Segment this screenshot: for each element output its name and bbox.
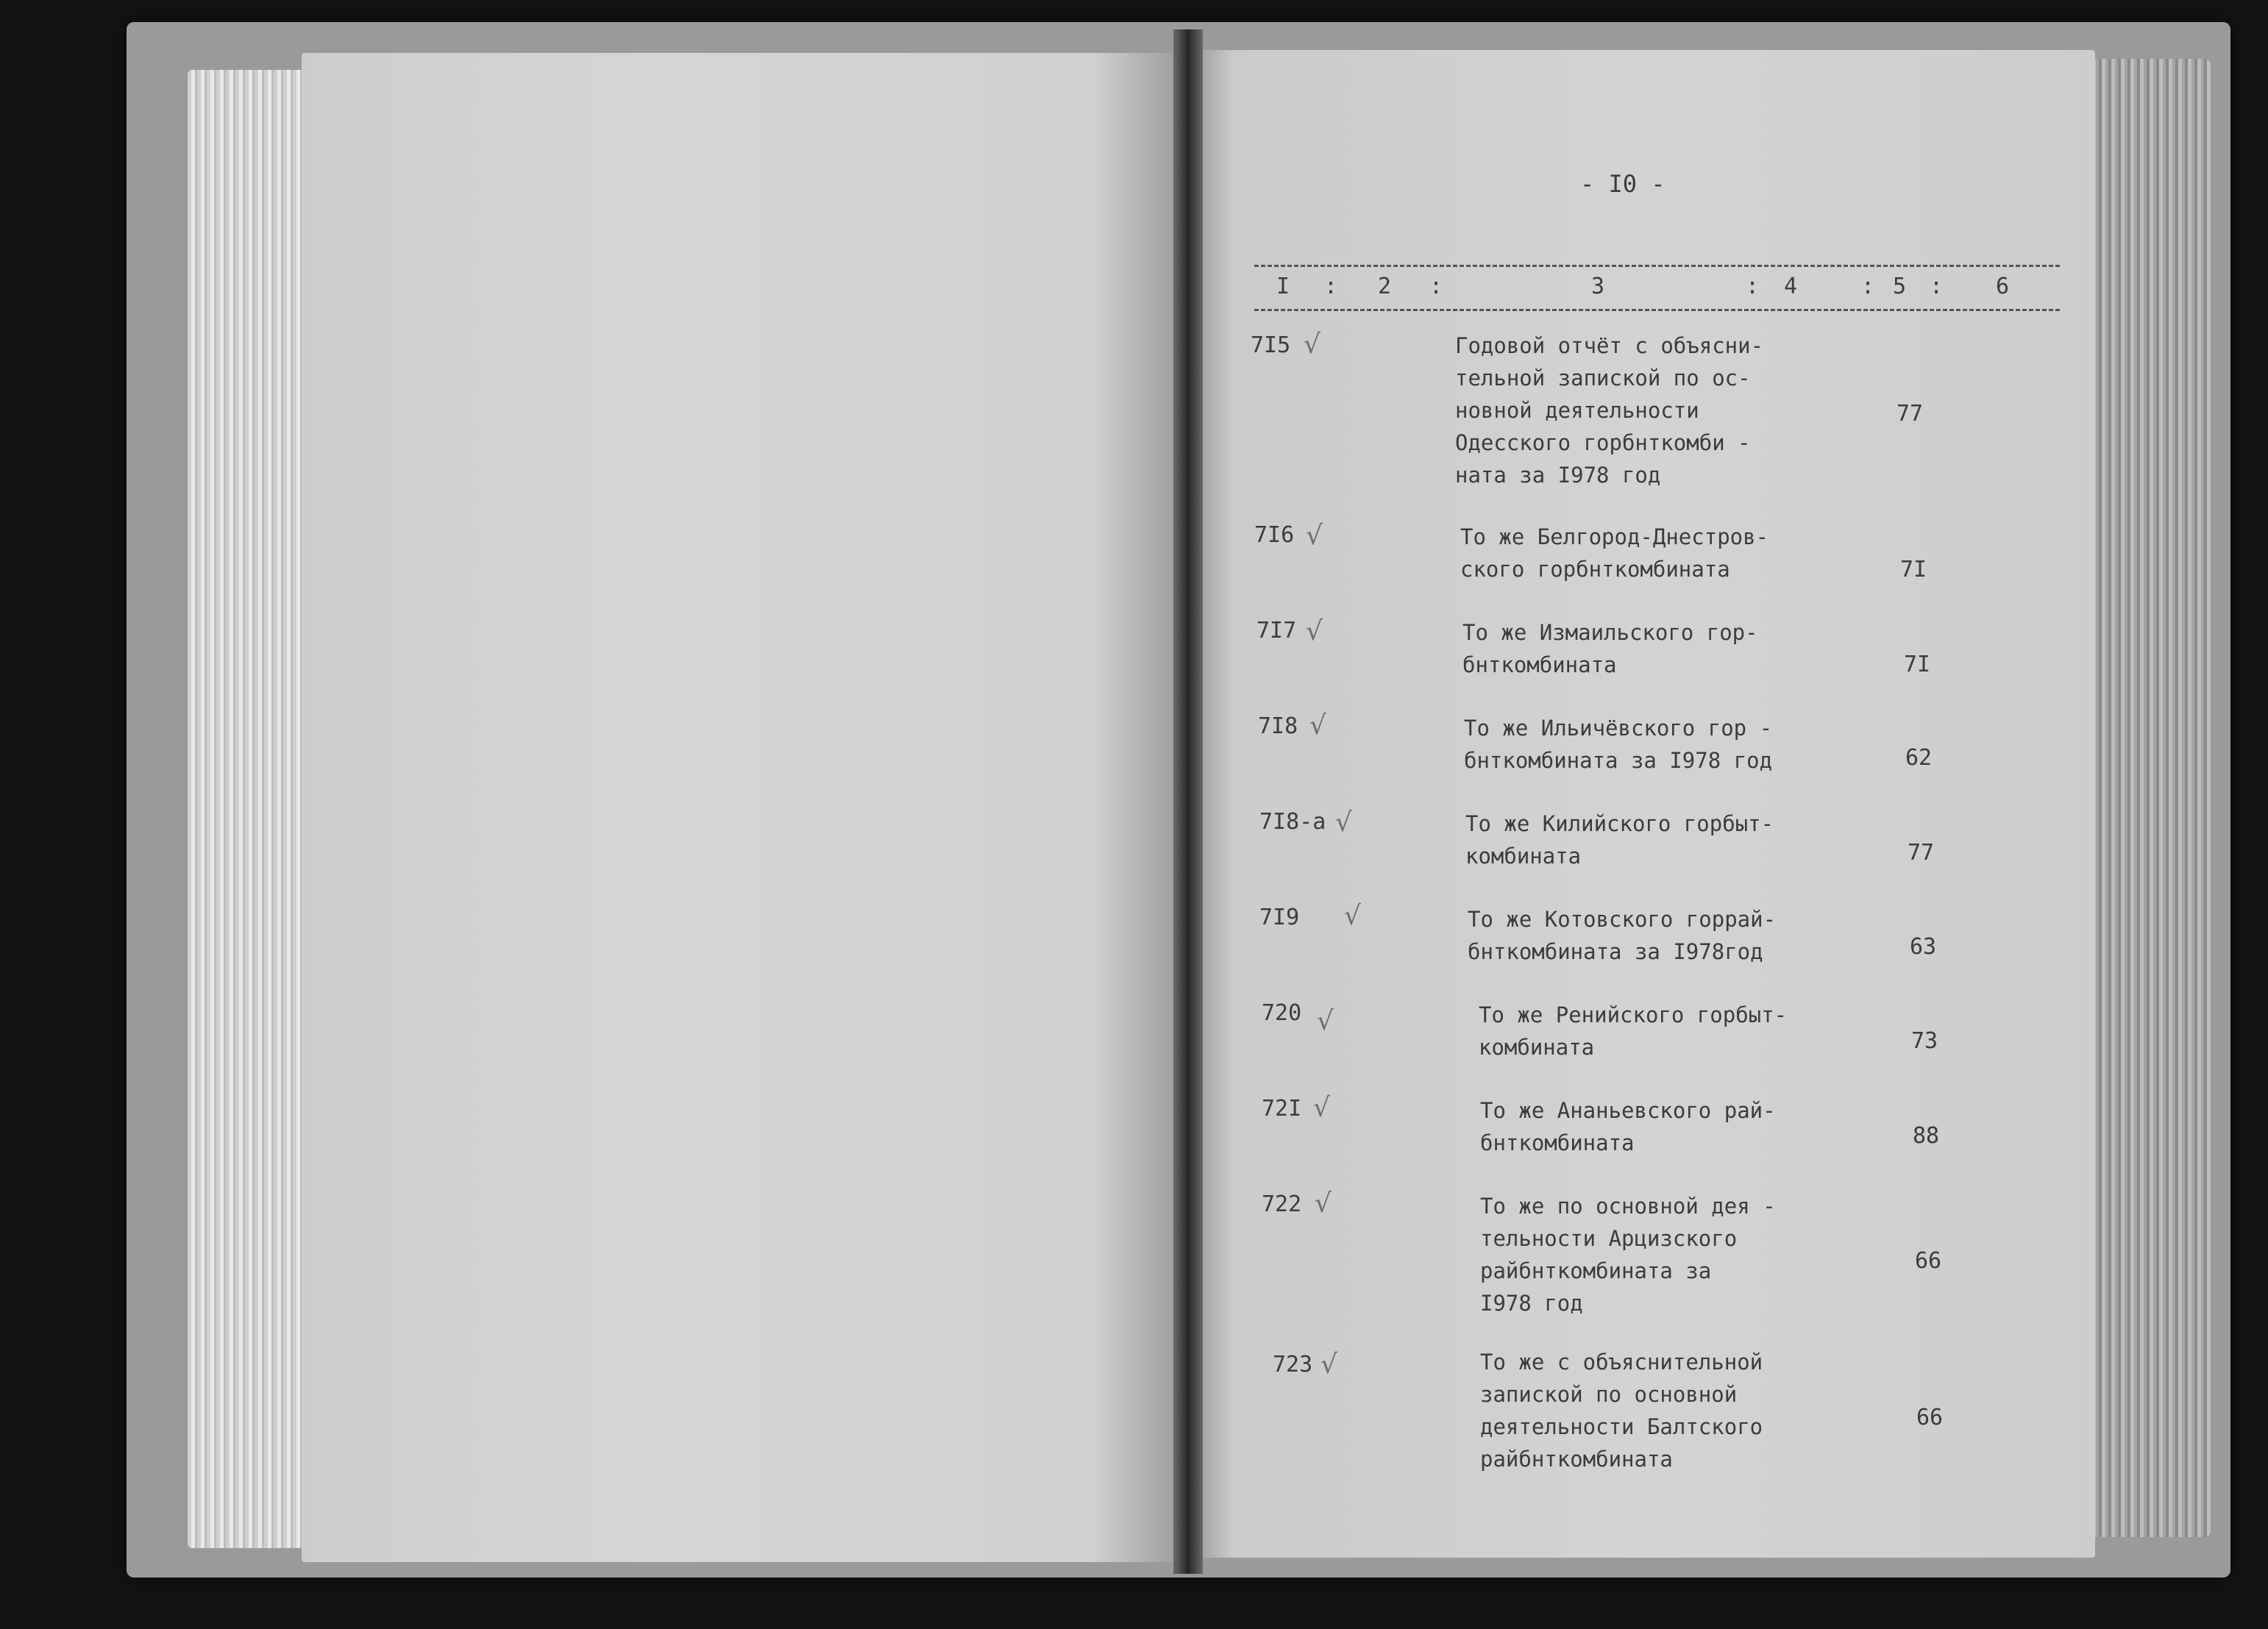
checkmark-icon: √ [1320,1350,1337,1380]
entry-number: 72I [1262,1096,1302,1122]
checkmark-icon: √ [1335,808,1352,838]
sheet-count: 7I [1904,652,1931,677]
entry-description: То же с объяснительной запиской по основной деятельности Балтского райбнткомбината [1480,1350,1763,1472]
sheet-count: 66 [1915,1248,1942,1274]
entry-number: 7I7 [1256,618,1297,644]
checkmark-icon: √ [1304,329,1320,360]
right-page-edges [2089,59,2211,1537]
column-separator: : [1429,274,1443,299]
checkmark-icon: √ [1309,710,1326,741]
column-header-5: 5 [1893,274,1907,299]
table-header-rule [1254,309,2060,311]
entry-number: 7I8 [1258,713,1298,739]
entry-number: 722 [1262,1191,1302,1217]
column-separator: : [1746,274,1760,299]
column-header-6: 6 [1996,274,2010,299]
sheet-count: 62 [1905,745,1933,771]
column-header-2: 2 [1378,274,1392,299]
column-header-1: I [1276,274,1290,299]
column-separator: : [1324,274,1338,299]
book-gutter [1173,29,1203,1574]
column-separator: : [1861,274,1875,299]
entry-description: Годовой отчёт с объясни- тельной запиской по ос- новной деятельности Одесского горбнткомби - ната за I978 год [1455,333,1764,488]
left-page-edges [188,70,305,1548]
entry-number: 7I5 [1251,332,1291,358]
checkmark-icon: √ [1315,1188,1332,1219]
entry-description: То же Килийского горбыт- комбината [1465,811,1774,869]
sheet-count: 63 [1910,934,1937,960]
table-top-rule [1254,265,2060,267]
sheet-count: 77 [1908,840,1935,866]
left-page-blank [302,53,1181,1562]
entry-number: 723 [1273,1352,1313,1377]
entry-description: То же по основной дея - тельности Арцизского райбнткомбината за I978 год [1480,1194,1776,1316]
entry-description: То же Измаильского гор- бнткомбината [1462,620,1758,677]
entry-description: То же Котовского горрай- бнткомбината за I978год [1468,907,1777,964]
checkmark-icon: √ [1313,1093,1330,1123]
column-header-3: 3 [1591,274,1605,299]
sheet-count: 66 [1916,1405,1944,1430]
sheet-count: 73 [1911,1028,1938,1054]
entry-description: То же Ренийского горбыт- комбината [1479,1002,1788,1060]
sheet-count: 7I [1900,557,1927,582]
entry-number: 7I9 [1259,905,1300,930]
checkmark-icon: √ [1306,616,1323,646]
entry-number: 7I8-а [1259,809,1326,835]
entry-description: То же Белгород-Днестров- ского горбнткомбината [1460,524,1769,582]
entry-description: То же Ананьевского рай- бнткомбината [1480,1098,1776,1155]
checkmark-icon: √ [1317,1006,1334,1036]
column-separator: : [1930,274,1944,299]
entry-number: 7I6 [1254,522,1295,548]
sheet-count: 77 [1896,401,1924,427]
sheet-count: 88 [1913,1123,1940,1149]
page-number: - I0 - [1580,170,1666,198]
entry-description: То же Ильичёвского гор - бнткомбината за I978 год [1464,716,1773,773]
column-header-4: 4 [1784,274,1798,299]
entry-number: 720 [1262,1000,1302,1026]
checkmark-icon: √ [1344,901,1361,931]
checkmark-icon: √ [1306,521,1323,551]
